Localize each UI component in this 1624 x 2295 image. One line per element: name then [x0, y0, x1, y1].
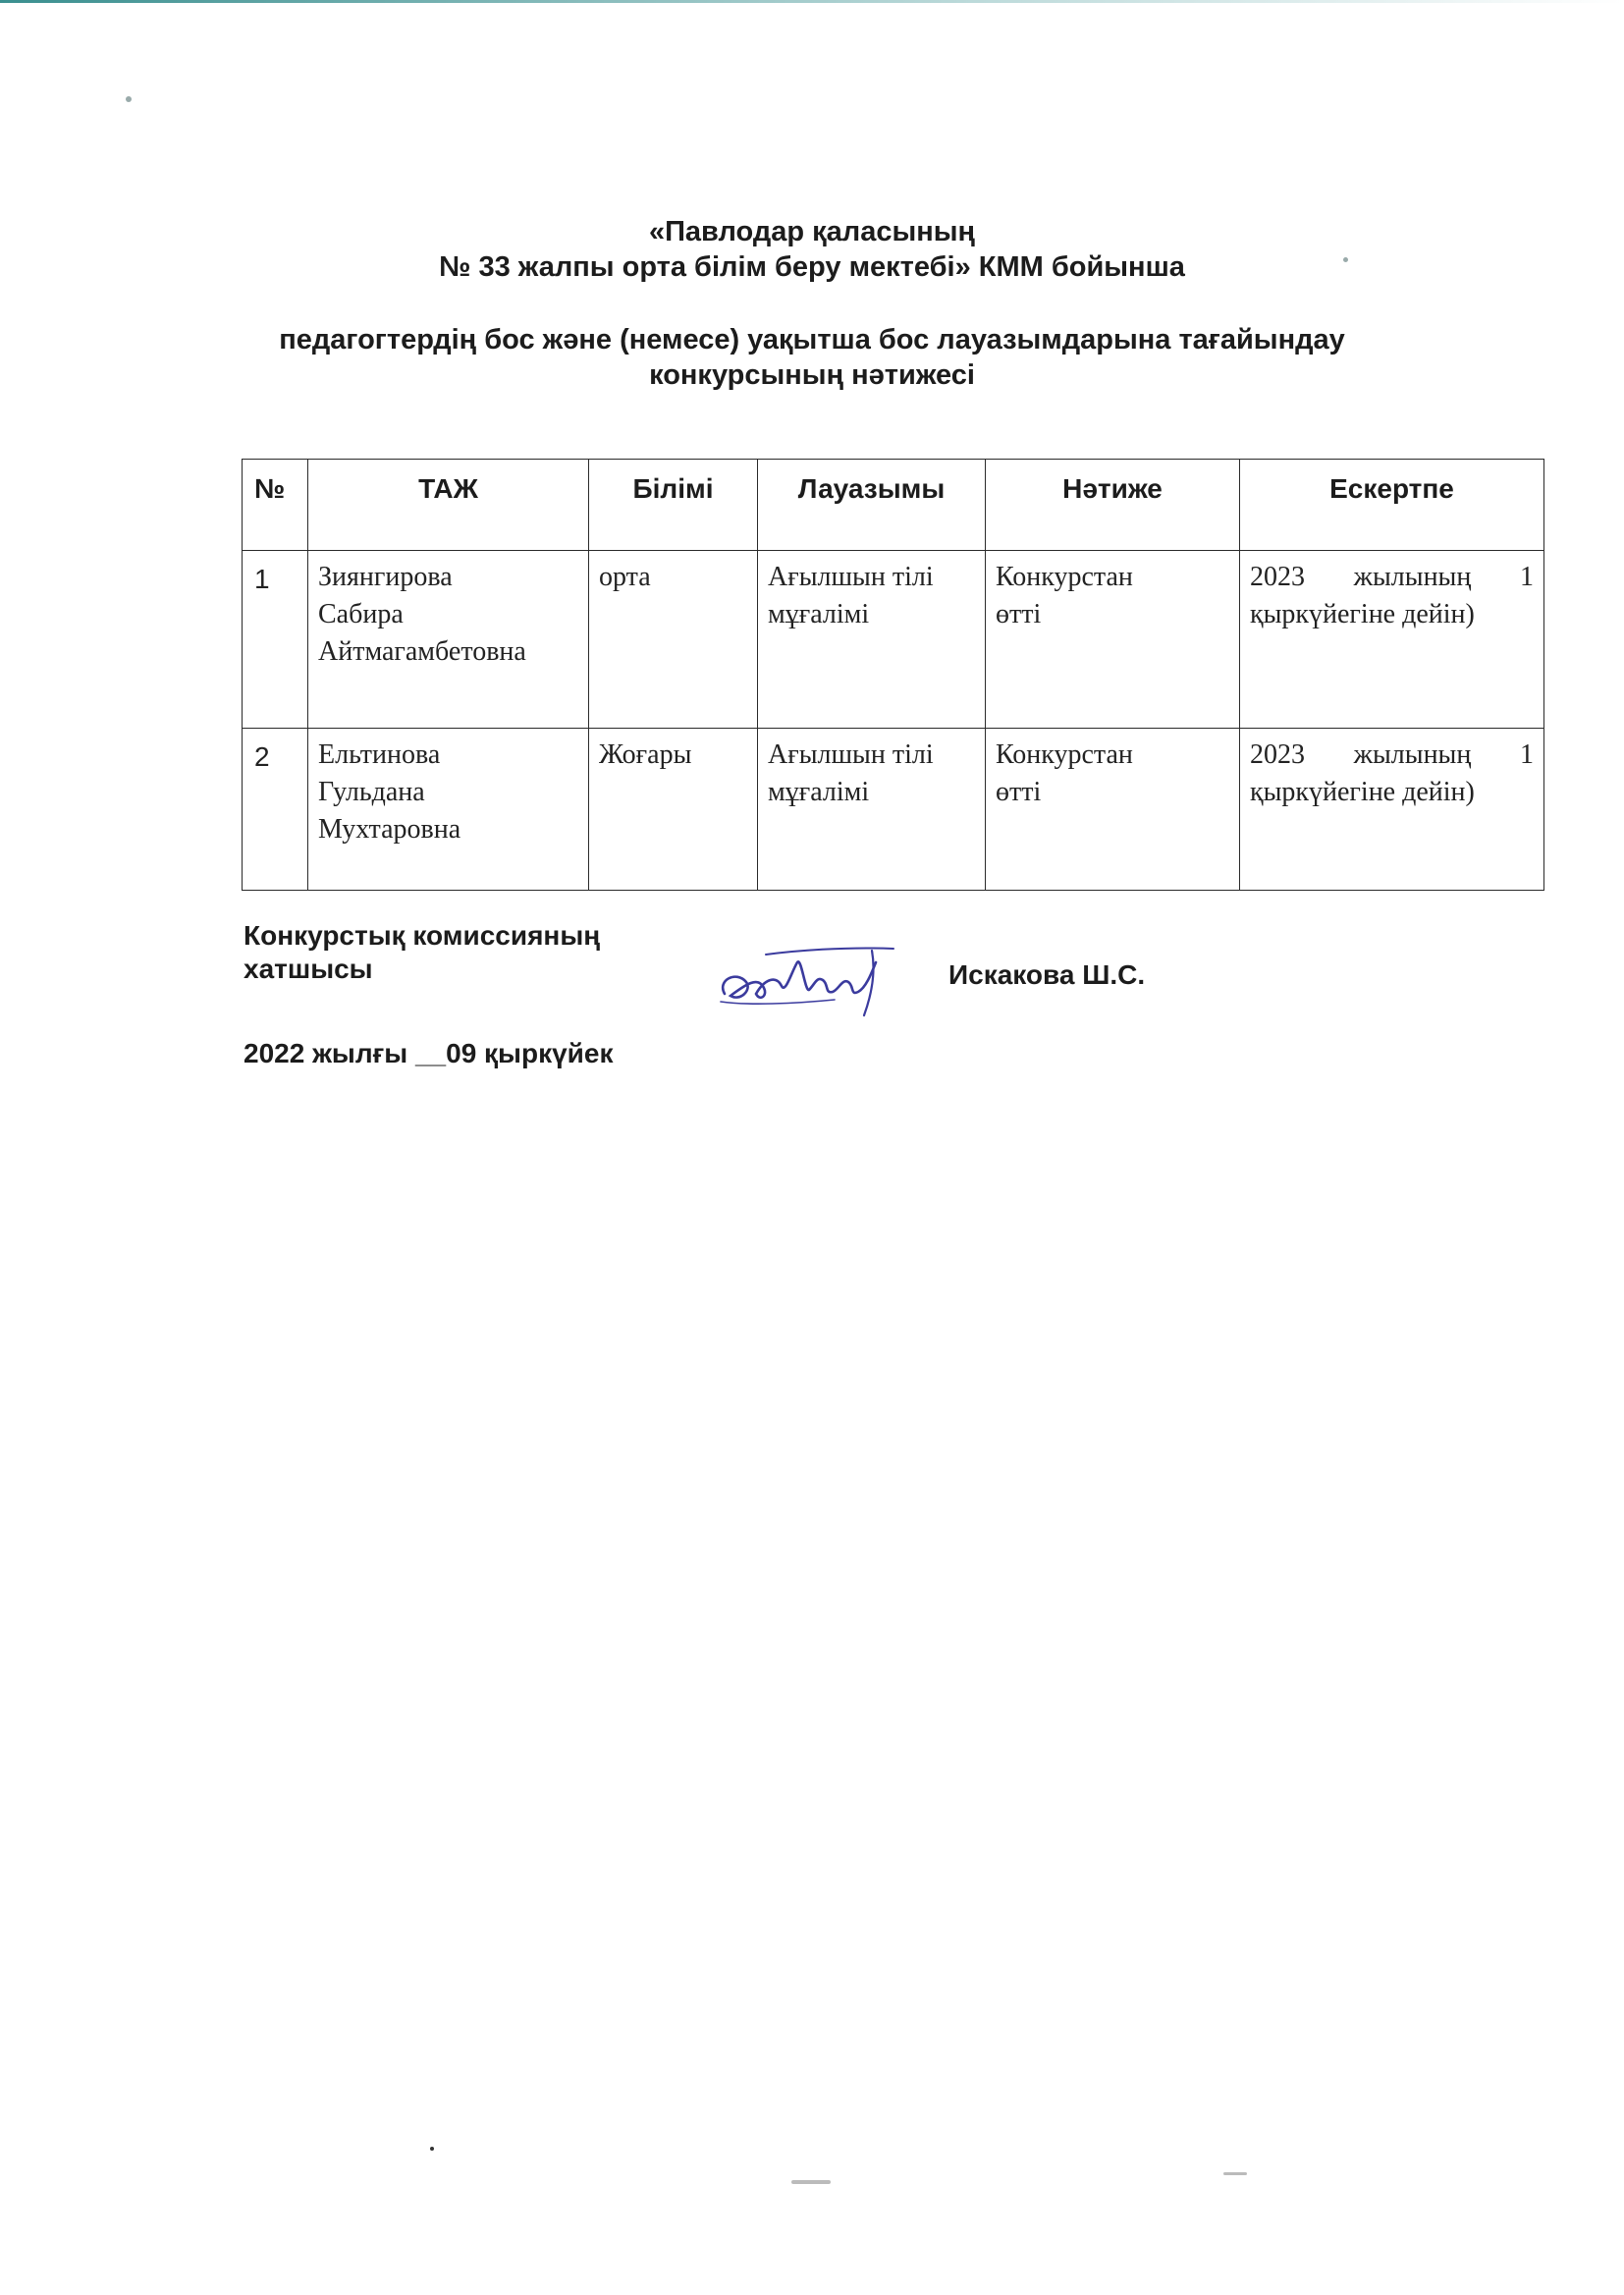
header-line-1: «Павлодар қаласының — [648, 216, 976, 247]
scan-speck — [791, 2180, 831, 2184]
position — [758, 551, 986, 729]
column-header-note: Ескертпе — [1240, 460, 1544, 551]
education: Жоғары — [589, 729, 758, 891]
table-row — [243, 729, 1544, 891]
note-line: қыркүйегіне дейін) — [1250, 777, 1475, 807]
result-line: Конкурстан — [996, 739, 1133, 770]
column-header-name: ТАЖ — [308, 460, 589, 551]
result — [986, 551, 1240, 729]
result — [986, 729, 1240, 891]
table-row — [243, 551, 1544, 729]
position-line: Ағылшын тілі — [768, 562, 934, 592]
name-line: Гульдана — [318, 777, 425, 807]
row-number: 2 — [243, 729, 308, 891]
note-line: қыркүйегіне дейін) — [1250, 599, 1475, 629]
result-line: Конкурстан — [996, 562, 1133, 592]
column-header-education: Білімі — [589, 460, 758, 551]
scan-speck — [126, 96, 132, 102]
position — [758, 729, 986, 891]
handwritten-signature — [707, 933, 903, 1021]
signer-name: Искакова Ш.С. — [948, 959, 1146, 990]
note — [1240, 551, 1544, 729]
column-header-position: Лауазымы — [758, 460, 986, 551]
scan-top-edge — [0, 0, 1624, 3]
candidate-name — [308, 729, 589, 891]
note-line: 2023 жылының 1 — [1250, 739, 1534, 770]
secretary-title-line-2: хатшысы — [244, 954, 373, 984]
scan-speck — [1223, 2172, 1247, 2175]
scan-speck — [430, 2147, 434, 2151]
name-line: Ельтинова — [318, 739, 441, 770]
table-header-row — [243, 460, 1544, 551]
column-header-result: Нәтиже — [986, 460, 1240, 551]
note-line: 2023 жылының 1 — [1250, 562, 1534, 592]
header-line-3: педагогтердің бос және (немесе) уақытша бос лауазымдарына тағайындау — [279, 324, 1345, 355]
position-line: мұғалімі — [768, 599, 870, 629]
note — [1240, 729, 1544, 891]
result-line: өтті — [996, 599, 1042, 629]
result-line: өтті — [996, 777, 1042, 807]
name-line: Мухтаровна — [318, 814, 461, 845]
row-number: 1 — [243, 551, 308, 729]
results-table — [242, 459, 1544, 891]
position-line: мұғалімі — [768, 777, 870, 807]
scan-speck — [1343, 257, 1348, 262]
position-line: Ағылшын тілі — [768, 739, 934, 770]
name-line: Айтмагамбетовна — [318, 636, 526, 667]
header-line-4: конкурсының нәтижесі — [649, 359, 975, 391]
name-line: Зиянгирова — [318, 562, 453, 592]
header-line-2: № 33 жалпы орта білім беру мектебі» КММ бойынша — [439, 251, 1185, 283]
secretary-title-line-1: Конкурстық комиссияның — [244, 920, 601, 951]
education: орта — [589, 551, 758, 729]
column-header-num: № — [243, 460, 308, 551]
name-line: Сабира — [318, 599, 404, 629]
document-date: 2022 жылғы __09 қыркүйек — [244, 1038, 614, 1068]
candidate-name — [308, 551, 589, 729]
